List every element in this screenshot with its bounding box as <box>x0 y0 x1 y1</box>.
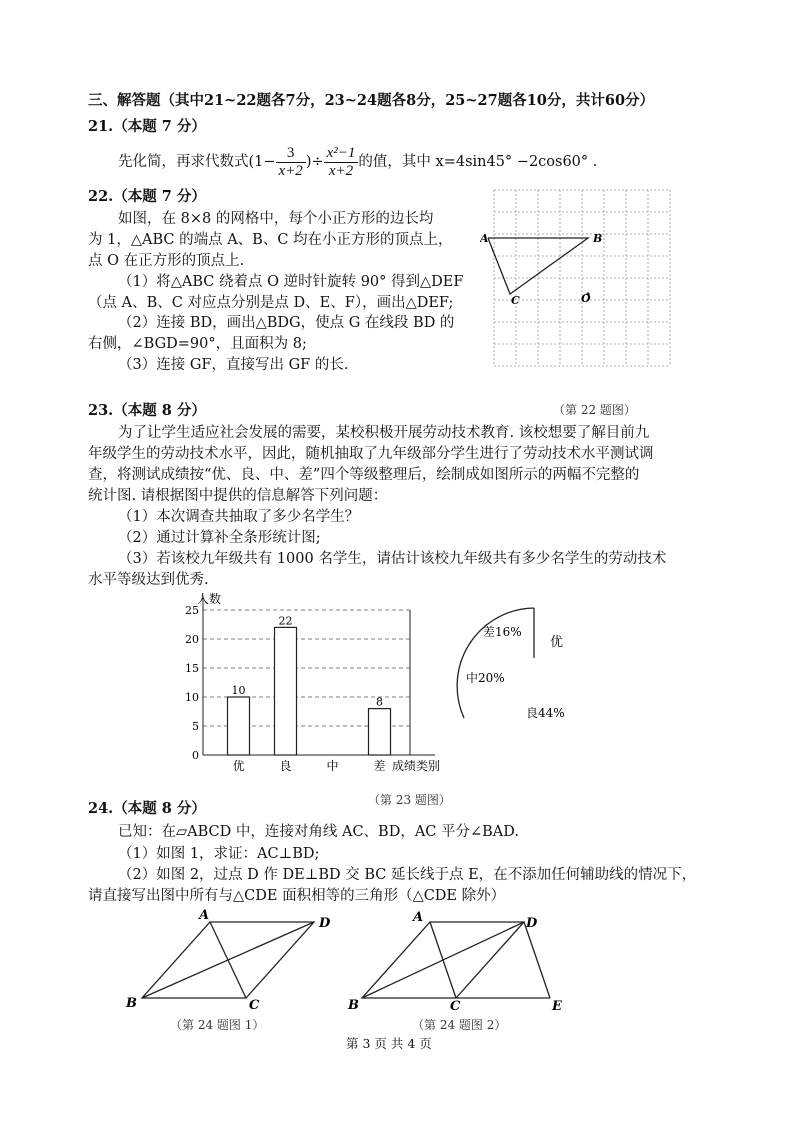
label-b: B <box>593 232 603 245</box>
bar-value-label: 8 <box>376 695 383 709</box>
q24-figure-2 <box>342 906 582 1018</box>
q23-line-7: 水平等级达到优秀. <box>88 572 209 588</box>
q24-line-2: （2）如图 2，过点 D 作 DE⊥BD 交 BC 延长线于点 E，在不添加任何辅助线的情况下， <box>118 867 697 883</box>
fig2-label-a: A <box>413 910 424 925</box>
pie-slice-zhong: 中20% <box>466 671 505 685</box>
q23-line-0: 为了让学生适应社会发展的需要，某校积极开展劳动技术教育. 该校想要了解目前九 <box>118 425 650 441</box>
q23-caption: （第 23 题图） <box>368 793 451 807</box>
fig2-label-c: C <box>450 999 461 1014</box>
q23-line-5: （2）通过计算补全条形统计图; <box>118 530 321 546</box>
q24-line-0: 已知：在▱ABCD 中，连接对角线 AC、BD，AC 平分∠BAD. <box>118 824 520 840</box>
segment-de <box>524 922 550 998</box>
q24-caption-1: （第 24 题图 1） <box>170 1018 265 1032</box>
x-tick-label: 良 <box>279 759 292 773</box>
fig1-label-a: A <box>199 908 210 923</box>
q21-frac2-den: x+2 <box>328 162 354 179</box>
page-footer: 第 3 页 共 4 页 <box>346 1036 432 1051</box>
q22-line-0: 如图，在 8×8 的网格中，每个小正方形的边长均 <box>118 211 434 227</box>
fig2-label-e: E <box>552 999 562 1014</box>
q24-heading: 24.（本题 8 分） <box>88 800 206 817</box>
bar <box>275 627 297 755</box>
fig1-label-c: C <box>249 998 260 1013</box>
q22-line-6: 右侧，∠BGD=90°，且面积为 8; <box>88 336 307 352</box>
pie-slice-liang: 良44% <box>526 706 565 720</box>
q22-line-1: 为 1，△ABC 的端点 A、B、C 均在小正方形的顶点上， <box>88 232 453 248</box>
y-tick-label: 5 <box>192 720 199 733</box>
q23-line-3: 统计图. 请根据图中提供的信息解答下列问题： <box>88 488 388 504</box>
y-tick-label: 20 <box>185 633 199 646</box>
fig1-label-d: D <box>319 916 331 931</box>
q22-line-5: （2）连接 BD，画出△BDG，使点 G 在线段 BD 的 <box>118 315 455 331</box>
q22-grid-figure <box>480 186 692 398</box>
pie-slice-you: 优 <box>550 635 564 650</box>
q21-frac1-num: 3 <box>276 145 306 163</box>
q21-suffix: 的值，其中 x=4sin45° −2cos60° . <box>358 154 598 170</box>
q21-fraction-2 <box>324 145 359 180</box>
y-tick-label: 10 <box>185 691 199 704</box>
y-tick-label: 25 <box>185 604 199 617</box>
pie-chart <box>450 596 640 776</box>
q21-heading: 21.（本题 7 分） <box>88 118 206 135</box>
bar-chart-categories <box>232 758 385 773</box>
fig2-label-d: D <box>526 916 538 931</box>
q23-line-2: 查，将测试成绩按“优、良、中、差”四个等级整理后，绘制成如图所示的两幅不完整的 <box>88 467 640 483</box>
q22-line-2: 点 O 在正方形的顶点上. <box>88 253 245 269</box>
diagonal-bd-1 <box>142 922 314 998</box>
y-tick-label: 0 <box>192 749 199 762</box>
x-axis-label: 成绩类别 <box>392 759 441 773</box>
label-a: A <box>480 232 489 245</box>
q22-caption: （第 22 题图） <box>553 403 636 417</box>
bar-value-label: 22 <box>278 614 293 628</box>
q23-line-4: （1）本次调查共抽取了多少名学生？ <box>118 509 360 525</box>
q23-line-1: 年级学生的劳动技术水平，因此，随机抽取了九年级部分学生进行了劳动技术水平测试调 <box>88 446 654 462</box>
bar-chart <box>180 588 450 778</box>
q22-heading: 22.（本题 7 分） <box>88 188 206 205</box>
q21-frac2-num: x²−1 <box>324 145 359 163</box>
q23-line-6: （3）若该校九年级共有 1000 名学生，请估计该校九年级共有多少名学生的劳动技术 <box>118 551 667 567</box>
q21-prefix: 先化简，再求代数式(1− <box>118 154 276 170</box>
x-tick-label: 中 <box>326 759 339 773</box>
label-o: O <box>581 292 591 305</box>
q24-caption-2: （第 24 题图 2） <box>412 1018 507 1032</box>
q22-line-3: （1）将△ABC 绕着点 O 逆时针旋转 90° 得到△DEF <box>118 274 464 290</box>
fig1-label-b: B <box>126 996 137 1011</box>
q21-expression <box>118 142 597 182</box>
bar-value-label: 10 <box>231 684 246 697</box>
q23-heading: 23.（本题 8 分） <box>88 402 206 419</box>
y-axis-label: 人数 <box>197 592 222 606</box>
x-tick-label: 优 <box>232 759 245 773</box>
y-tick-label: 15 <box>185 662 199 675</box>
pie-slice-cha: 差16% <box>483 625 522 639</box>
q24-line-1: （1）如图 1，求证：AC⊥BD; <box>118 846 320 862</box>
q24-line-3: 请直接写出图中所有与△CDE 面积相等的三角形（△CDE 除外） <box>88 888 506 904</box>
q21-fraction-1 <box>276 145 306 180</box>
q22-line-4: （点 A、B、C 对应点分别是点 D、E、F），画出△DEF; <box>88 295 454 311</box>
bar <box>228 697 250 755</box>
q24-figure-1 <box>118 908 348 1018</box>
bar-chart-yticks <box>185 604 199 762</box>
section-header: 三、解答题（其中21~22题各7分，23~24题各8分，25~27题各10分，共计60分） <box>88 92 655 109</box>
diagonal-bd-2 <box>362 922 524 998</box>
bar <box>369 709 391 755</box>
fig2-label-b: B <box>348 998 359 1013</box>
bar-chart-bars <box>228 614 391 755</box>
q22-grid-lines <box>494 190 670 366</box>
q21-frac1-den: x+2 <box>278 162 303 179</box>
q21-mid: )÷ <box>305 154 324 170</box>
label-c: C <box>511 294 520 307</box>
q22-line-7: （3）连接 GF，直接写出 GF 的长. <box>118 357 349 373</box>
x-tick-label: 差 <box>373 759 386 773</box>
